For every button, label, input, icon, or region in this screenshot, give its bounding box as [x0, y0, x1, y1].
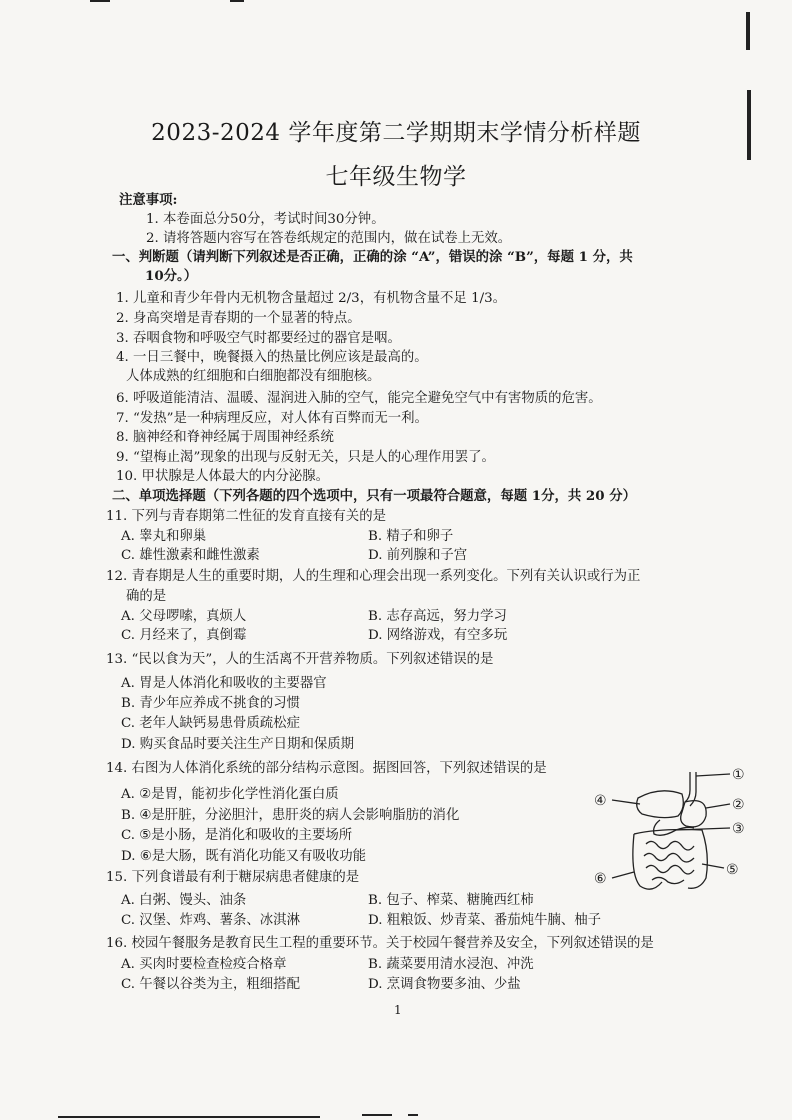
- figure-label-5: ⑤: [726, 862, 739, 878]
- section1-heading: 一、判断题（请判断下列叙述是否正确，正确的涂 “A”，错误的涂 “B”，每题 1 分，共: [112, 249, 633, 265]
- question-11-stem: 11. 下列与青春期第二性征的发育直接有关的是: [106, 509, 386, 524]
- judge-item: 7. “发热”是一种病理反应，对人体有百弊而无一利。: [116, 411, 428, 426]
- question-11-option-c: C. 雄性激素和雌性激素: [121, 548, 260, 563]
- question-15-option-a: A. 白粥、馒头、油条: [121, 893, 247, 908]
- scan-mark-top: [230, 0, 244, 2]
- question-13-option-a: A. 胃是人体消化和吸收的主要器官: [121, 676, 327, 691]
- question-16-option-c: C. 午餐以谷类为主，粗细搭配: [121, 977, 300, 992]
- question-14-stem: 14. 右图为人体消化系统的部分结构示意图。据图回答，下列叙述错误的是: [106, 761, 547, 776]
- judge-item: 3. 吞咽食物和呼吸空气时都要经过的器官是咽。: [116, 331, 401, 346]
- question-16-stem: 16. 校园午餐服务是教育民生工程的重要环节。关于校园午餐营养及安全，下列叙述错误的是: [106, 936, 654, 951]
- question-12-option-a: A. 父母啰嗦，真烦人: [121, 609, 247, 624]
- figure-label-1: ①: [732, 767, 745, 783]
- section2-heading: 二、单项选择题（下列各题的四个选项中，只有一项最符合题意，每题 1分，共 20 分）: [112, 488, 636, 504]
- question-13-stem: 13. “民以食为天”，人的生活离不开营养物质。下列叙述错误的是: [106, 652, 494, 667]
- question-15-option-c: C. 汉堡、炸鸡、薯条、冰淇淋: [121, 913, 300, 928]
- question-11-option-b: B. 精子和卵子: [368, 529, 454, 544]
- question-14-option-d: D. ⑥是大肠，既有消化功能又有吸收功能: [121, 849, 367, 864]
- scan-mark-bottom: [58, 1116, 320, 1118]
- esophagus-shape: [685, 772, 690, 802]
- question-12-stem: 12. 青春期是人生的重要时期，人的生理和心理会出现一系列变化。下列有关认识或行为正: [106, 569, 641, 584]
- question-11-option-d: D. 前列腺和子宫: [368, 548, 468, 563]
- question-11-option-a: A. 睾丸和卵巢: [121, 529, 207, 544]
- scan-mark-top: [90, 0, 110, 2]
- notes-heading: 注意事项:: [119, 192, 178, 208]
- figure-label-2: ②: [732, 797, 745, 813]
- digestive-system-diagram: [590, 764, 750, 899]
- stomach-shape: [681, 801, 706, 827]
- question-16-option-a: A. 买肉时要检查检疫合格章: [121, 957, 287, 972]
- notes-item: 1. 本卷面总分50分，考试时间30分钟。: [146, 212, 385, 227]
- judge-item: 2. 身高突增是青春期的一个显著的特点。: [116, 311, 361, 326]
- question-13-option-b: B. 青少年应养成不挑食的习惯: [121, 696, 301, 711]
- page-subtitle: 七年级生物学: [325, 164, 467, 190]
- large-intestine-shape: [633, 830, 707, 890]
- small-intestine-shape: [644, 841, 694, 883]
- question-12-option-d: D. 网络游戏，有空多玩: [368, 628, 508, 643]
- question-15-stem: 15. 下列食谱最有利于糖尿病患者健康的是: [106, 870, 360, 885]
- figure-label-4: ④: [594, 793, 607, 809]
- question-14-option-a: A. ②是胃，能初步化学性消化蛋白质: [121, 787, 339, 802]
- liver-shape: [637, 791, 684, 818]
- scan-binding-mark: [746, 12, 750, 50]
- judge-item: 4. 一日三餐中，晚餐摄入的热量比例应该是最高的。: [116, 350, 428, 365]
- figure-label-6: ⑥: [594, 871, 607, 887]
- page-number: 1: [394, 1003, 402, 1017]
- scan-mark-bottom: [408, 1114, 418, 1116]
- question-12-option-c: C. 月经来了，真倒霉: [121, 628, 247, 643]
- figure-label-3: ③: [732, 821, 745, 837]
- question-13-option-d: D. 购买食品时要关注生产日期和保质期: [121, 737, 355, 752]
- judge-item: 6. 呼吸道能清洁、温暖、湿润进入肺的空气，能完全避免空气中有害物质的危害。: [116, 391, 602, 406]
- judge-item: 人体成熟的红细胞和白细胞都没有细胞核。: [126, 369, 381, 384]
- question-16-option-b: B. 蔬菜要用清水浸泡、冲洗: [368, 957, 534, 972]
- judge-item: 1. 儿童和青少年骨内无机物含量超过 2/3，有机物含量不足 1/3。: [116, 291, 507, 306]
- section1-heading-cont: 10分。）: [145, 268, 198, 284]
- notes-item: 2. 请将答题内容写在答卷纸规定的范围内，做在试卷上无效。: [146, 231, 512, 246]
- question-13-option-c: C. 老年人缺钙易患骨质疏松症: [121, 716, 300, 731]
- question-12-option-b: B. 志存高远，努力学习: [368, 609, 507, 624]
- judge-item: 9. “望梅止渴”现象的出现与反射无关，只是人的心理作用罢了。: [116, 450, 495, 465]
- judge-item: 10. 甲状腺是人体最大的内分泌腺。: [116, 469, 330, 484]
- judge-item: 8. 脑神经和脊神经属于周围神经系统: [116, 430, 334, 445]
- question-14-option-b: B. ④是肝脏，分泌胆汁，患肝炎的病人会影响脂肪的消化: [121, 808, 460, 823]
- question-12-stem-cont: 确的是: [126, 589, 167, 604]
- question-16-option-d: D. 烹调食物要多油、少盐: [368, 977, 521, 992]
- scan-mark-bottom: [362, 1114, 392, 1116]
- question-14-option-c: C. ⑤是小肠，是消化和吸收的主要场所: [121, 828, 353, 843]
- question-15-option-b: B. 包子、榨菜、糖腌西红柿: [368, 893, 534, 908]
- duodenum-shape: [654, 820, 694, 835]
- page-title: 2023-2024 学年度第二学期期末学情分析样题: [151, 120, 641, 146]
- question-15-option-d: D. 粗粮饭、炒青菜、番茄炖牛腩、柚子: [368, 913, 602, 928]
